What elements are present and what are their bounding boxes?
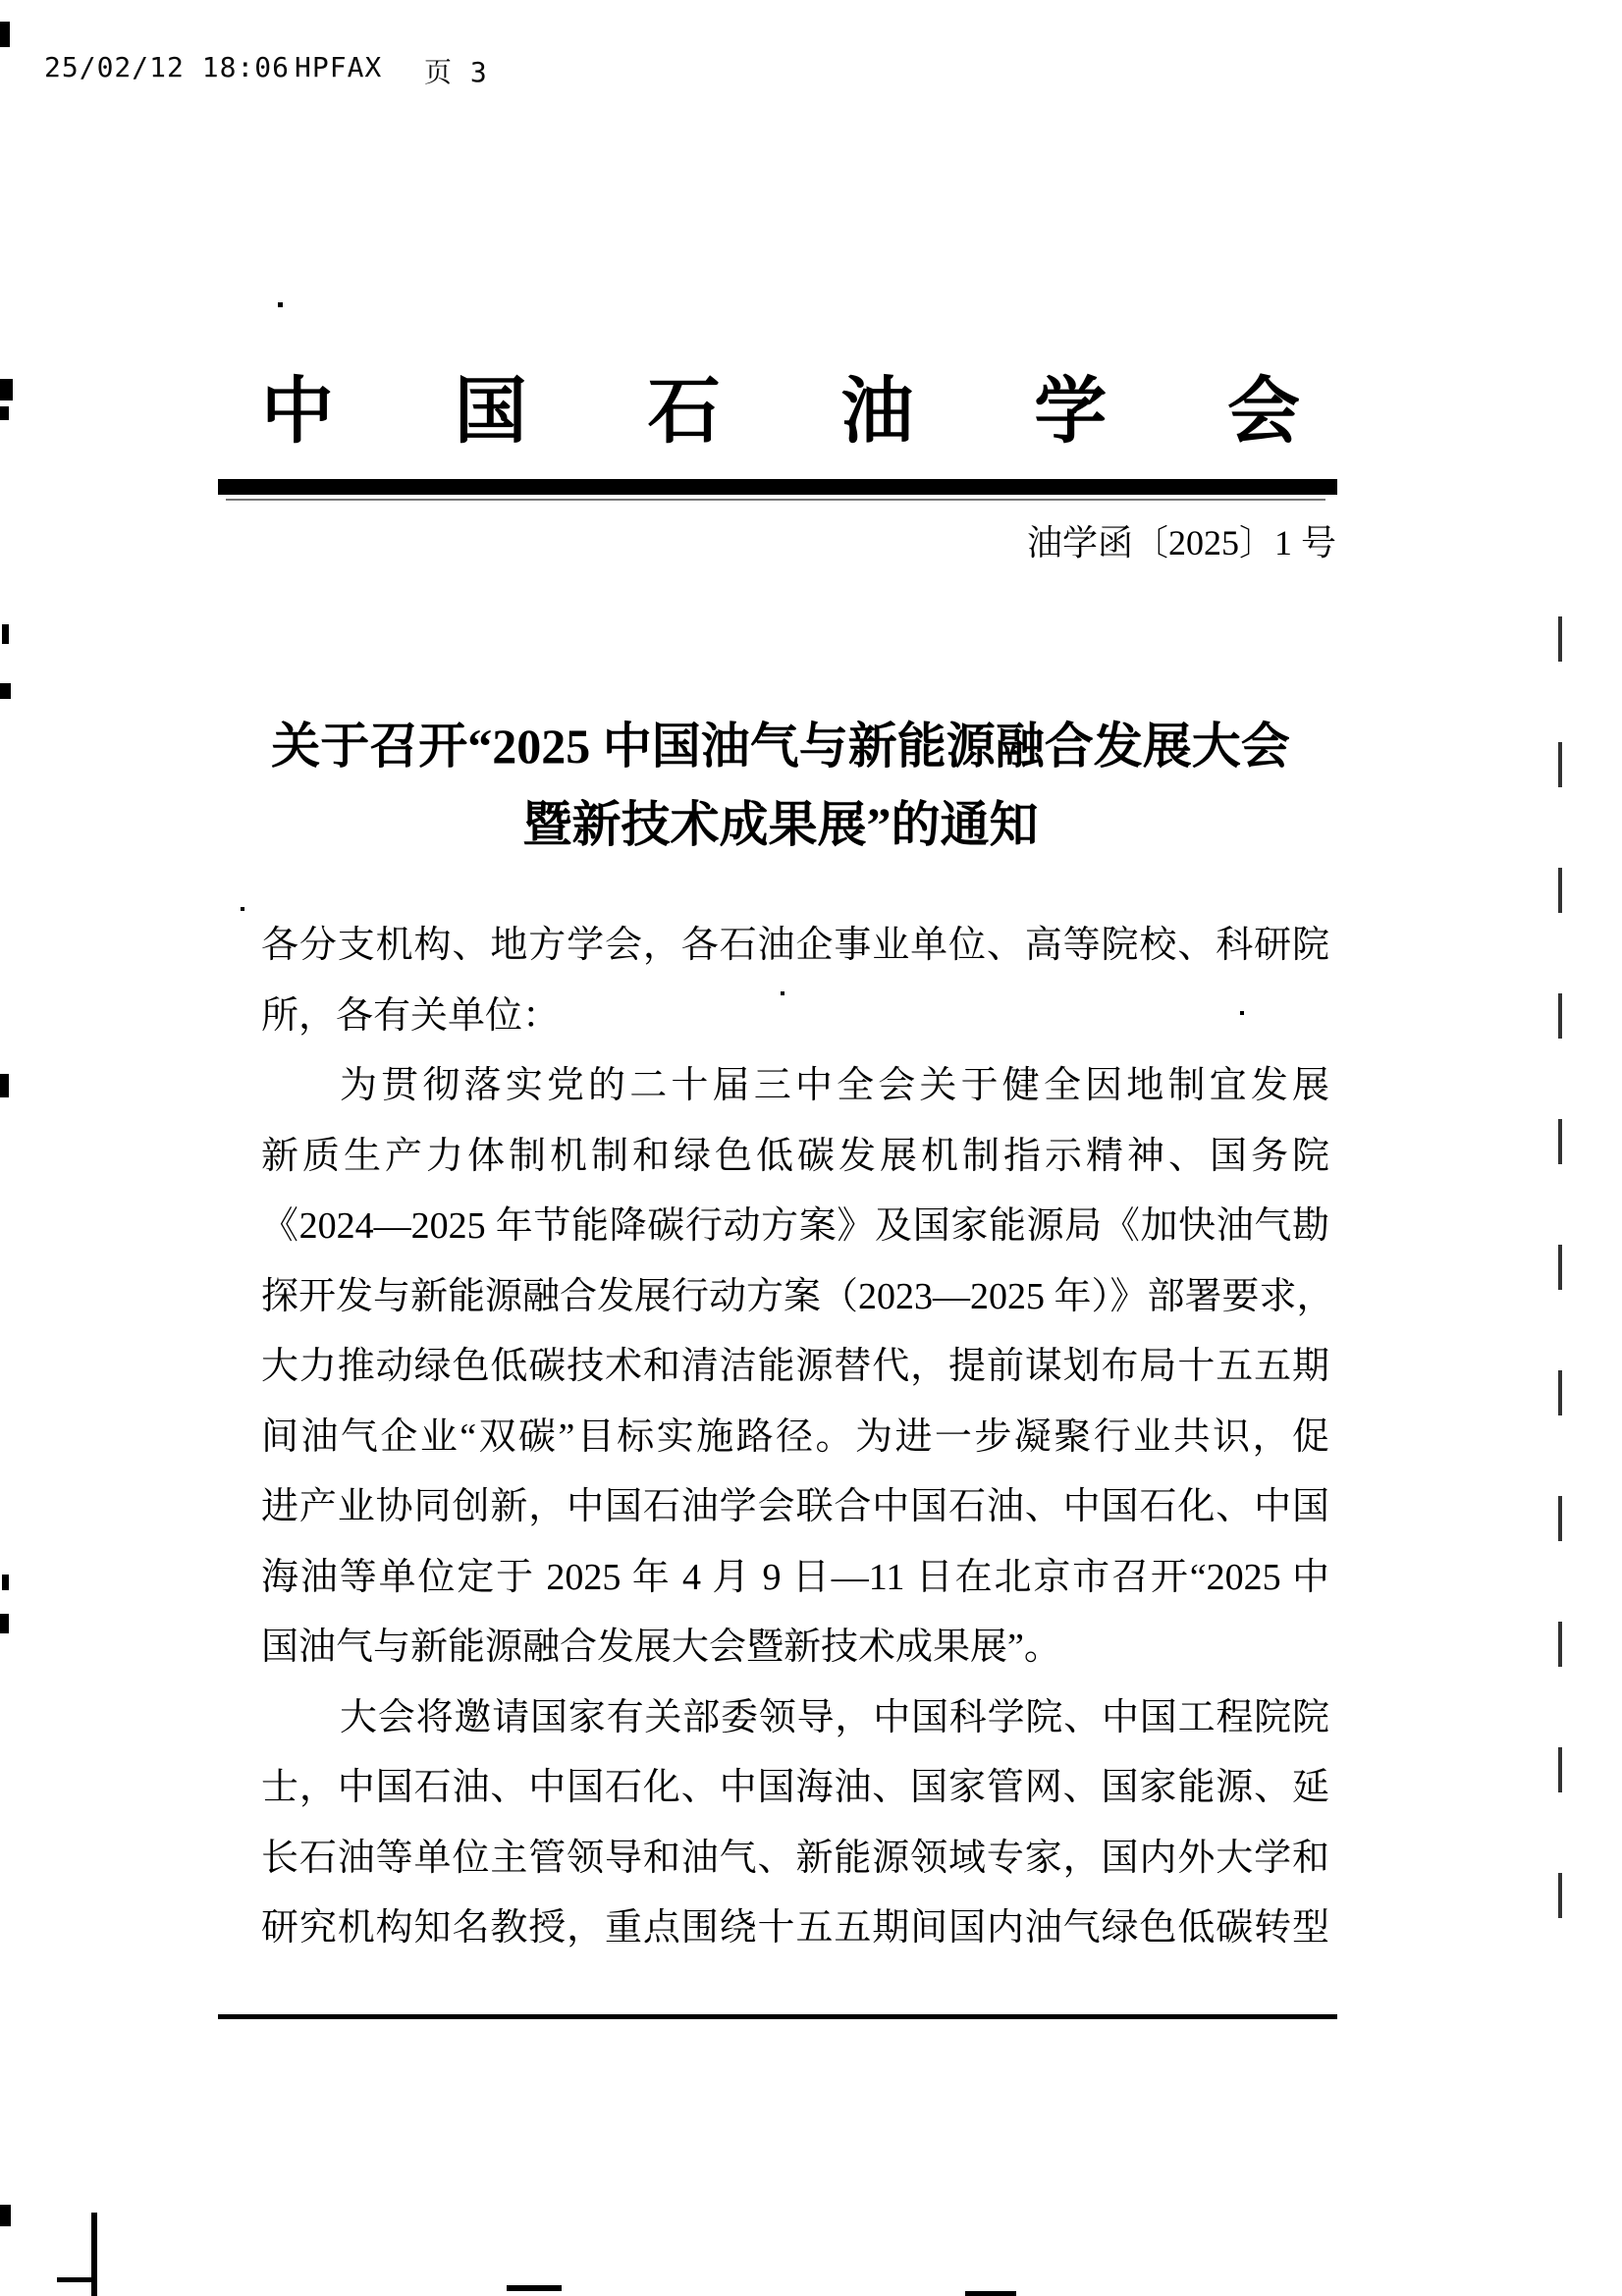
org-char: 石 [647,372,721,453]
body-line: 国油气与新能源融合发展大会暨新技术成果展”。 [261,1627,1061,1668]
org-char: 学 [1034,372,1108,453]
scan-artifact [2,1575,9,1590]
org-char: 中 [261,372,334,453]
scan-speck [241,907,244,911]
body-line: 进产业协同创新，中国石油学会联合中国石油、中国石化、中国 [261,1486,1329,1527]
body-line: 间油气企业“双碳”目标实施路径。为进一步凝聚行业共识，促 [261,1415,1329,1458]
page-bottom-rule [218,2014,1337,2019]
fax-device-name: HPFAX [295,51,383,83]
scan-artifact [57,2277,94,2282]
scan-speck [781,991,784,995]
salutation-line: 所，各有关单位： [261,994,561,1037]
fax-datetime: 25/02/12 18:06 [44,51,291,83]
scan-artifact [0,379,13,400]
scan-artifact [0,406,9,420]
salutation-line: 各分支机构、地方学会，各石油企事业单位、高等院校、科研院 [261,925,1329,966]
org-char: 油 [840,372,914,453]
document-number: 油学函〔2025〕1 号 [1026,523,1336,562]
body-line: 海油等单位定于 2025 年 4 月 9 日—11 日在北京市召开“2025 中 [261,1556,1329,1598]
scan-artifact [965,2291,1016,2296]
notice-title-line2: 暨新技术成果展”的通知 [522,797,1039,852]
body-line: 探开发与新能源融合发展行动方案（2023—2025 年）》部署要求， [261,1275,1334,1317]
notice-title-line1: 关于召开“2025 中国油气与新能源融合发展大会 [271,719,1290,774]
scan-artifact [0,22,10,47]
body-line: 为贯彻落实党的二十届三中全会关于健全因地制宜发展 [340,1065,1329,1106]
scan-fold-dashed-line [1558,616,1562,1937]
scan-artifact [91,2213,97,2296]
body-line: 士，中国石油、中国石化、中国海油、国家管网、国家能源、延 [261,1767,1329,1808]
body-line: 长石油等单位主管领导和油气、新能源领域专家，国内外大学和 [261,1837,1329,1879]
notice-title [221,707,1340,864]
fax-page-number: 页 3 [424,56,488,88]
body-line: 《2024—2025 年节能降碳行动方案》及国家能源局《加快油气勘 [261,1205,1329,1247]
letterhead-rule [218,479,1337,495]
scan-artifact [2,624,9,644]
scan-artifact [0,1074,9,1097]
scan-artifact [0,1614,9,1633]
scan-artifact [0,683,11,699]
scan-speck [278,302,283,307]
org-char: 会 [1226,372,1300,453]
org-char: 国 [454,372,527,453]
letterhead-org-name [261,373,1300,452]
scan-speck [1240,1011,1244,1015]
scan-artifact [0,2205,11,2226]
body-line: 研究机构知名教授，重点围绕十五五期间国内油气绿色低碳转型 [261,1907,1329,1949]
scan-artifact [507,2285,562,2291]
body-line: 大力推动绿色低碳技术和清洁能源替代，提前谋划布局十五五期 [261,1346,1329,1387]
body-text [261,911,1334,1964]
body-line: 新质生产力体制机制和绿色低碳发展机制指示精神、国务院 [261,1135,1329,1177]
body-line: 大会将邀请国家有关部委领导，中国科学院、中国工程院院 [340,1696,1329,1738]
